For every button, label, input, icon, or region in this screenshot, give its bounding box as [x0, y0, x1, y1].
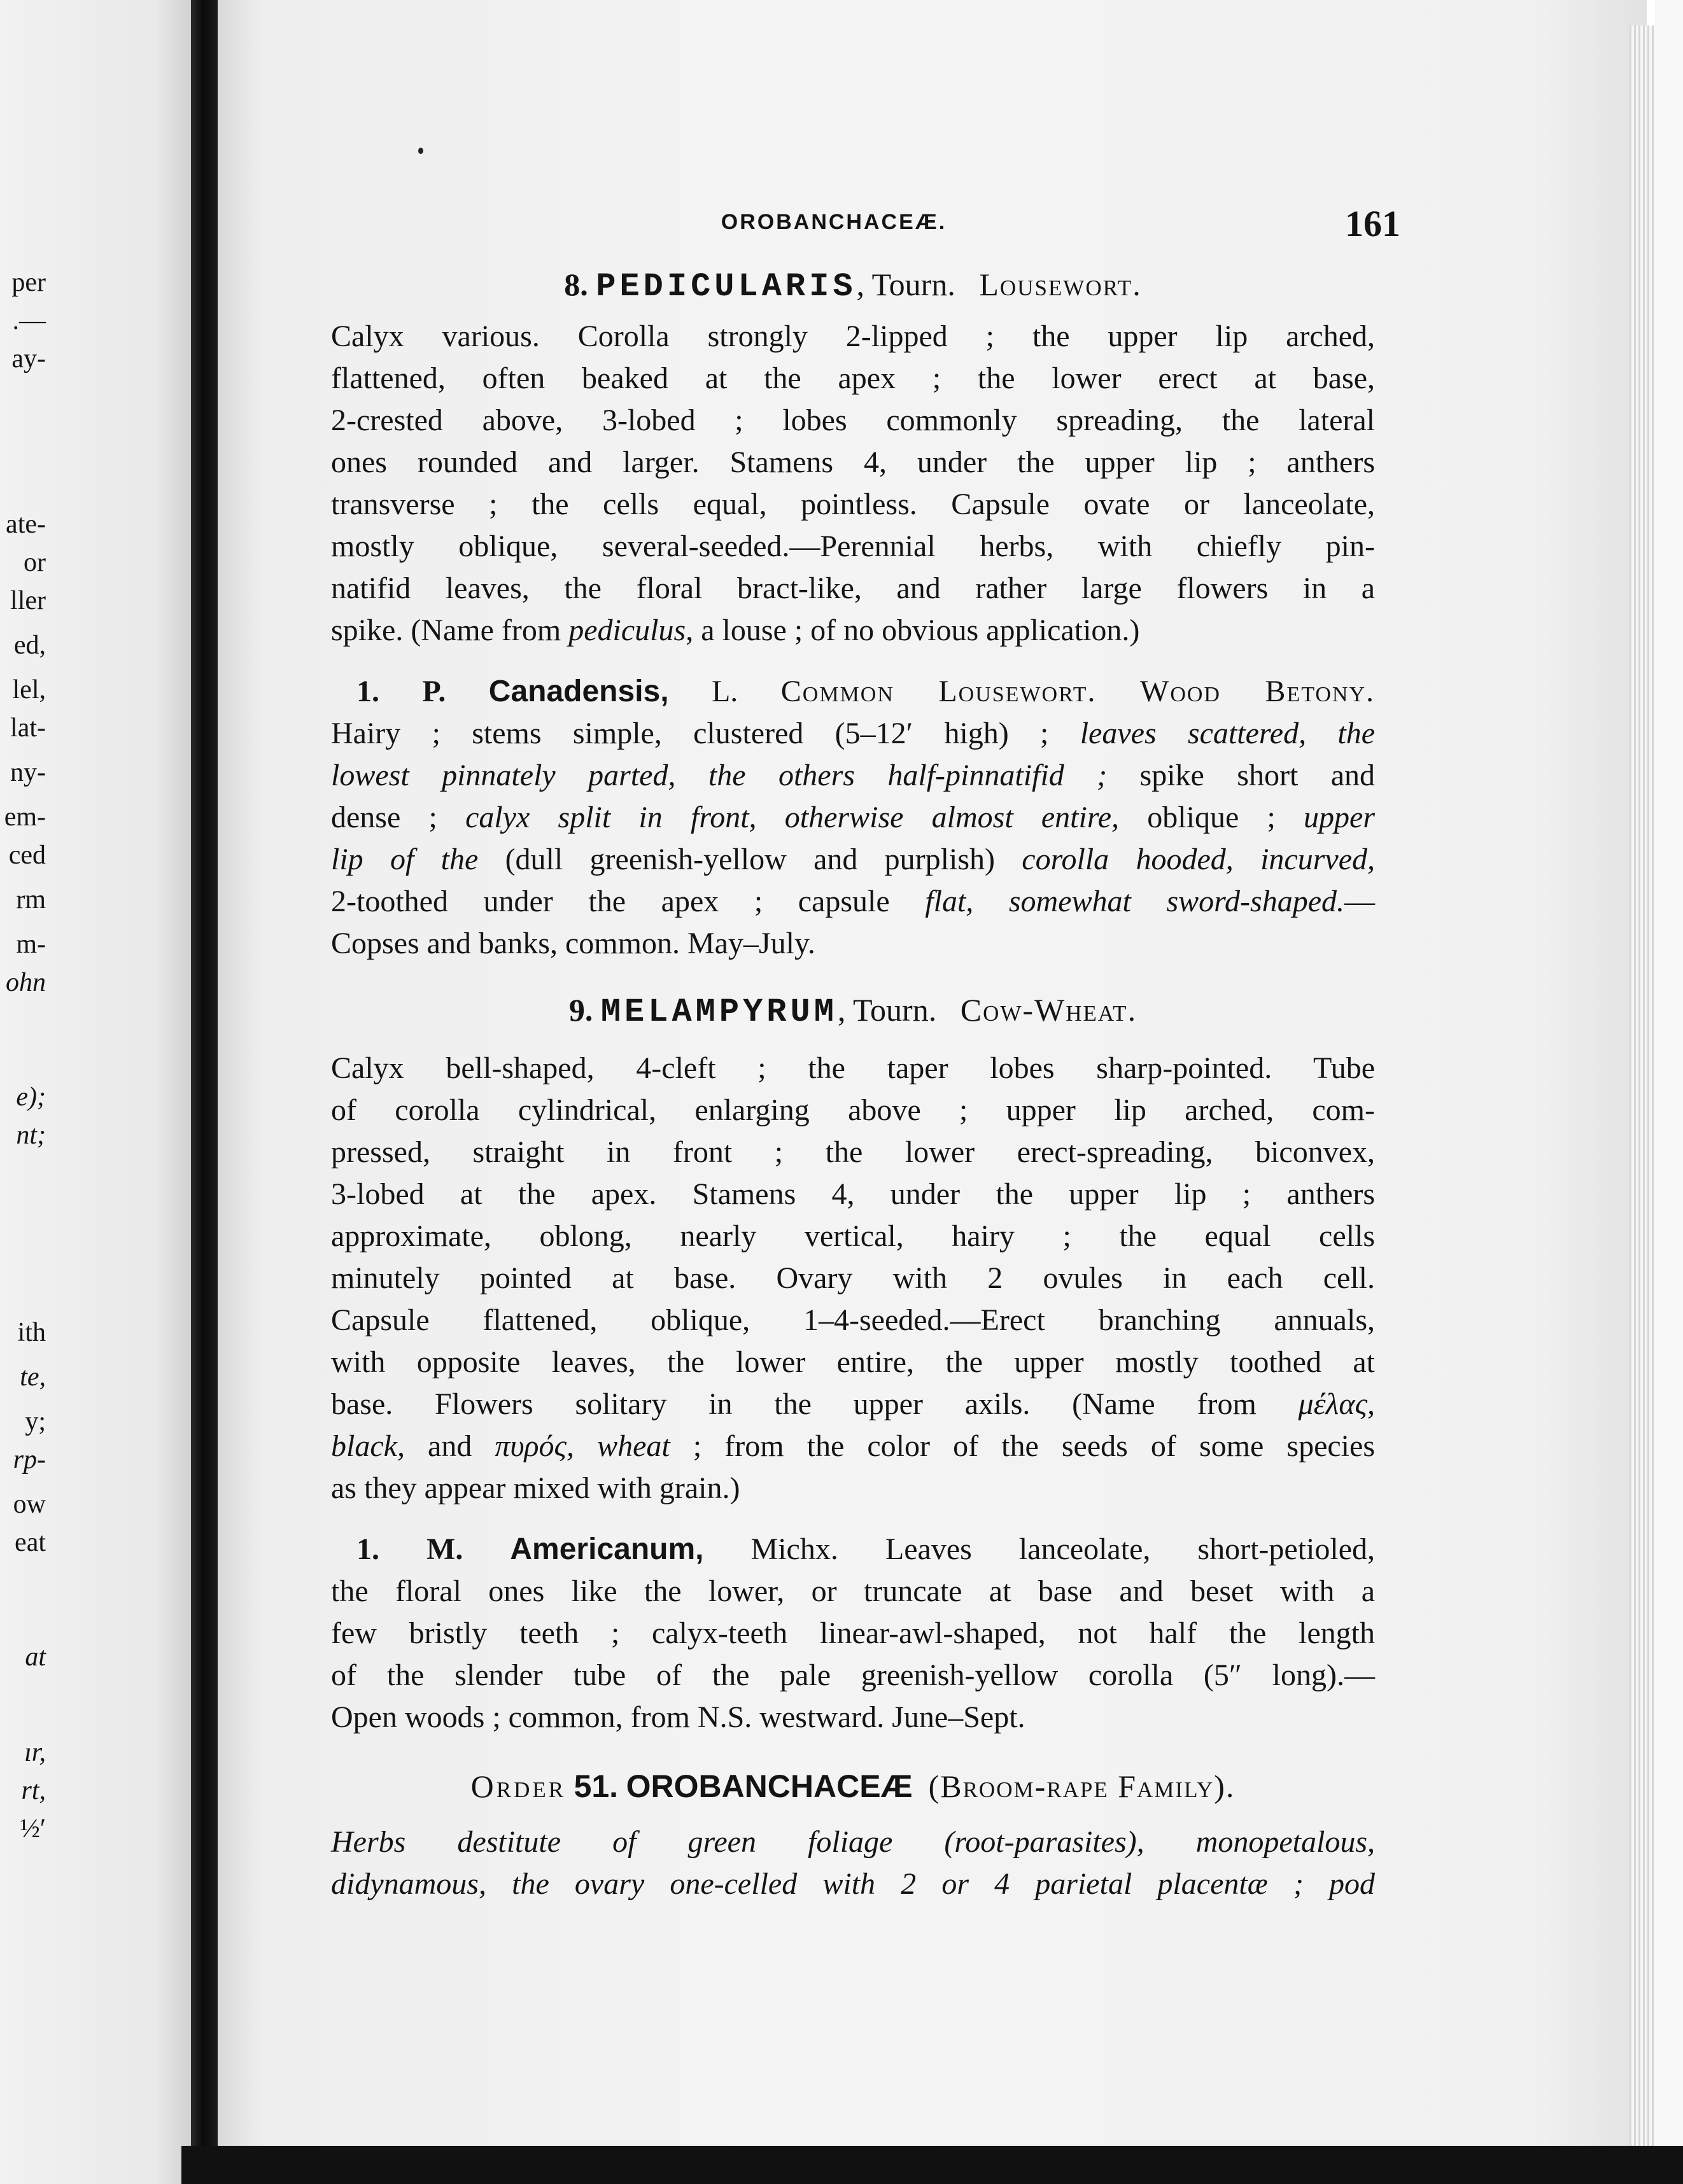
species-heading-americanum [356, 1531, 1375, 1568]
left-page-fragment: ow [13, 1490, 46, 1519]
italic-run: corolla hooded, incurved, [1022, 843, 1376, 876]
order-family: (Broom-rape Family). [928, 1768, 1236, 1804]
text-line: flattened, often beaked at the apex ; the lower erect at base, [331, 361, 1375, 395]
ink-speck [418, 148, 423, 154]
text-run: spike short and [1107, 759, 1375, 792]
left-page-fragment: eat [15, 1528, 46, 1557]
left-page-fragment: y; [25, 1407, 46, 1436]
left-page-fragment: ller [10, 586, 46, 615]
italic-run: flat, somewhat sword-shaped. [925, 885, 1344, 918]
text-line: minutely pointed at base. Ovary with 2 ovules in each cell. [331, 1261, 1375, 1295]
italic-run: upper [1304, 801, 1376, 834]
species-author: L. [668, 675, 738, 708]
left-page-fragment: em- [4, 802, 46, 832]
left-page-fragment: ır, [24, 1738, 46, 1767]
genus-common-name: Lousewort. [979, 267, 1142, 302]
left-page-fragment: nt; [16, 1121, 46, 1150]
left-page-fragment: m- [16, 930, 46, 959]
text-line [331, 612, 1375, 649]
text-line: Open woods ; common, from N.S. westward. June–Sept. [331, 1700, 1025, 1734]
italic-run: didynamous, the ovary one-celled with 2 or 4 parietal placentæ ; pod [331, 1867, 1375, 1901]
greek-run: πυρός, wheat [495, 1429, 670, 1463]
order-name: OROBANCHACEÆ [626, 1768, 913, 1804]
text-line [331, 757, 1375, 794]
text-run: Michx. Leaves lanceolate, short-petioled, [703, 1532, 1376, 1566]
italic-run: Herbs destitute of green foliage (root-parasites), monopetalous, [331, 1825, 1375, 1859]
text-line [331, 841, 1375, 878]
italic-run: pediculus [568, 613, 686, 647]
left-page-fragment: te, [20, 1362, 46, 1392]
text-line: transverse ; the cells equal, pointless. Capsule ovate or lanceolate, [331, 487, 1375, 521]
text-line: natifid leaves, the floral bract-like, and rather large flowers in a [331, 571, 1375, 605]
greek-run: μέλας, [1298, 1387, 1375, 1421]
text-line: few bristly teeth ; calyx-teeth linear-awl-shaped, not half the length [331, 1616, 1375, 1650]
text-run: base. Flowers solitary in the upper axils. (Name from [331, 1387, 1299, 1421]
species-heading-canadensis [356, 673, 1375, 710]
left-page-fragment: rp- [13, 1445, 46, 1474]
page-edge [1630, 25, 1655, 2151]
text-line: as they appear mixed with grain.) [331, 1471, 740, 1505]
left-page-fragment: rt, [21, 1776, 46, 1805]
left-page-fragment: rm [16, 885, 46, 914]
book-spine [191, 0, 218, 2184]
left-page-fragment: ith [17, 1318, 46, 1347]
text-line: of corolla cylindrical, enlarging above ; upper lip arched, com- [331, 1093, 1375, 1127]
left-page-fragment: or [24, 548, 46, 577]
genus-author: , Tourn. [856, 267, 955, 302]
text-line: mostly oblique, several-seeded.—Perennial herbs, with chiefly pin- [331, 529, 1375, 563]
text-line [331, 1824, 1375, 1861]
order-label: Order [470, 1768, 567, 1804]
text-run: (dull greenish-yellow and purplish) [478, 843, 1022, 876]
text-run: , a louse ; of no obvious application.) [686, 613, 1140, 647]
text-line: with opposite leaves, the lower entire, the upper mostly toothed at [331, 1345, 1375, 1379]
left-page-fragment: ate- [6, 510, 46, 539]
genus-author: , Tourn. [837, 992, 937, 1028]
scan-margin [1655, 0, 1683, 2184]
left-page-fragment: lat- [10, 713, 46, 743]
genus-name: MELAMPYRUM [600, 993, 838, 1031]
text-line: pressed, straight in front ; the lower erect-spreading, biconvex, [331, 1135, 1375, 1169]
genus-heading-pedicularis [331, 266, 1375, 305]
italic-run: calyx split in front, otherwise almost entire, [465, 801, 1120, 834]
text-line: Copses and banks, common. May–July. [331, 927, 815, 960]
text-line: Calyx various. Corolla strongly 2-lipped ; the upper lip arched, [331, 319, 1375, 353]
text-line [331, 715, 1375, 752]
text-line [331, 1428, 1375, 1465]
text-line: ones rounded and larger. Stamens 4, under the upper lip ; anthers [331, 445, 1375, 479]
text-line [331, 1386, 1375, 1423]
text-line: Capsule flattened, oblique, 1–4-seeded.—Erect branching annuals, [331, 1303, 1375, 1337]
text-line: 2-crested above, 3-lobed ; lobes commonly spreading, the lateral [331, 403, 1375, 437]
left-page-fragment: .— [12, 306, 46, 335]
text-run: oblique ; [1119, 801, 1304, 834]
genus-heading-melampyrum [331, 991, 1375, 1031]
text-run: ; from the color of the seeds of some species [670, 1429, 1375, 1463]
genus-common-name: Cow-Wheat. [960, 992, 1137, 1028]
running-head: OROBANCHACEÆ. [721, 210, 947, 234]
italic-run: lowest pinnately parted, the others half-pinnatifid ; [331, 759, 1108, 792]
left-page-fragment: ny- [10, 758, 46, 787]
text-line: the floral ones like the lower, or truncate at base and beset with a [331, 1574, 1375, 1608]
text-line [331, 799, 1375, 836]
page-number: 161 [1345, 203, 1400, 244]
italic-run: black, [331, 1429, 405, 1463]
text-run: Hairy ; stems simple, clustered (5–12′ high) ; [331, 717, 1080, 750]
species-name: Canadensis, [488, 675, 669, 708]
text-line [331, 1866, 1375, 1903]
left-page-fragment: at [25, 1642, 46, 1672]
left-page-fragment: e); [16, 1082, 46, 1112]
scan-bottom-edge [181, 2146, 1683, 2184]
italic-run: lip of the [331, 843, 479, 876]
order-number: 51. [574, 1768, 619, 1804]
left-page-fragment: lel, [12, 675, 46, 704]
text-run: dense ; [331, 801, 466, 834]
genus-name: PEDICULARIS [596, 268, 857, 305]
text-run: spike. (Name from [331, 613, 569, 647]
text-run: — [1344, 885, 1375, 918]
italic-run: leaves scattered, the [1080, 717, 1376, 750]
text-line: Calyx bell-shaped, 4-cleft ; the taper lobes sharp-pointed. Tube [331, 1051, 1375, 1085]
left-page-fragment: ced [8, 841, 46, 870]
order-heading [331, 1768, 1375, 1805]
species-number: 1. P. [356, 675, 446, 708]
text-run: and [404, 1429, 495, 1463]
species-number: 1. M. [356, 1532, 463, 1566]
left-page-fragment: ½′ [20, 1814, 46, 1844]
left-page-fragment: ed, [13, 631, 46, 660]
left-page-fragment: ohn [6, 968, 46, 997]
text-line: approximate, oblong, nearly vertical, hairy ; the equal cells [331, 1219, 1375, 1253]
text-line: 3-lobed at the apex. Stamens 4, under the upper lip ; anthers [331, 1177, 1375, 1211]
left-page-fragment: ay- [11, 344, 46, 374]
text-line [331, 883, 1375, 920]
genus-number: 9. [568, 992, 593, 1028]
left-page-fragment: per [11, 268, 46, 297]
text-line: of the slender tube of the pale greenish-yellow corolla (5″ long).— [331, 1658, 1375, 1692]
text-run: 2-toothed under the apex ; capsule [331, 885, 926, 918]
species-common-name: Common Lousewort. Wood Betony. [780, 675, 1376, 708]
species-name: Americanum, [510, 1532, 704, 1566]
genus-number: 8. [564, 267, 588, 302]
